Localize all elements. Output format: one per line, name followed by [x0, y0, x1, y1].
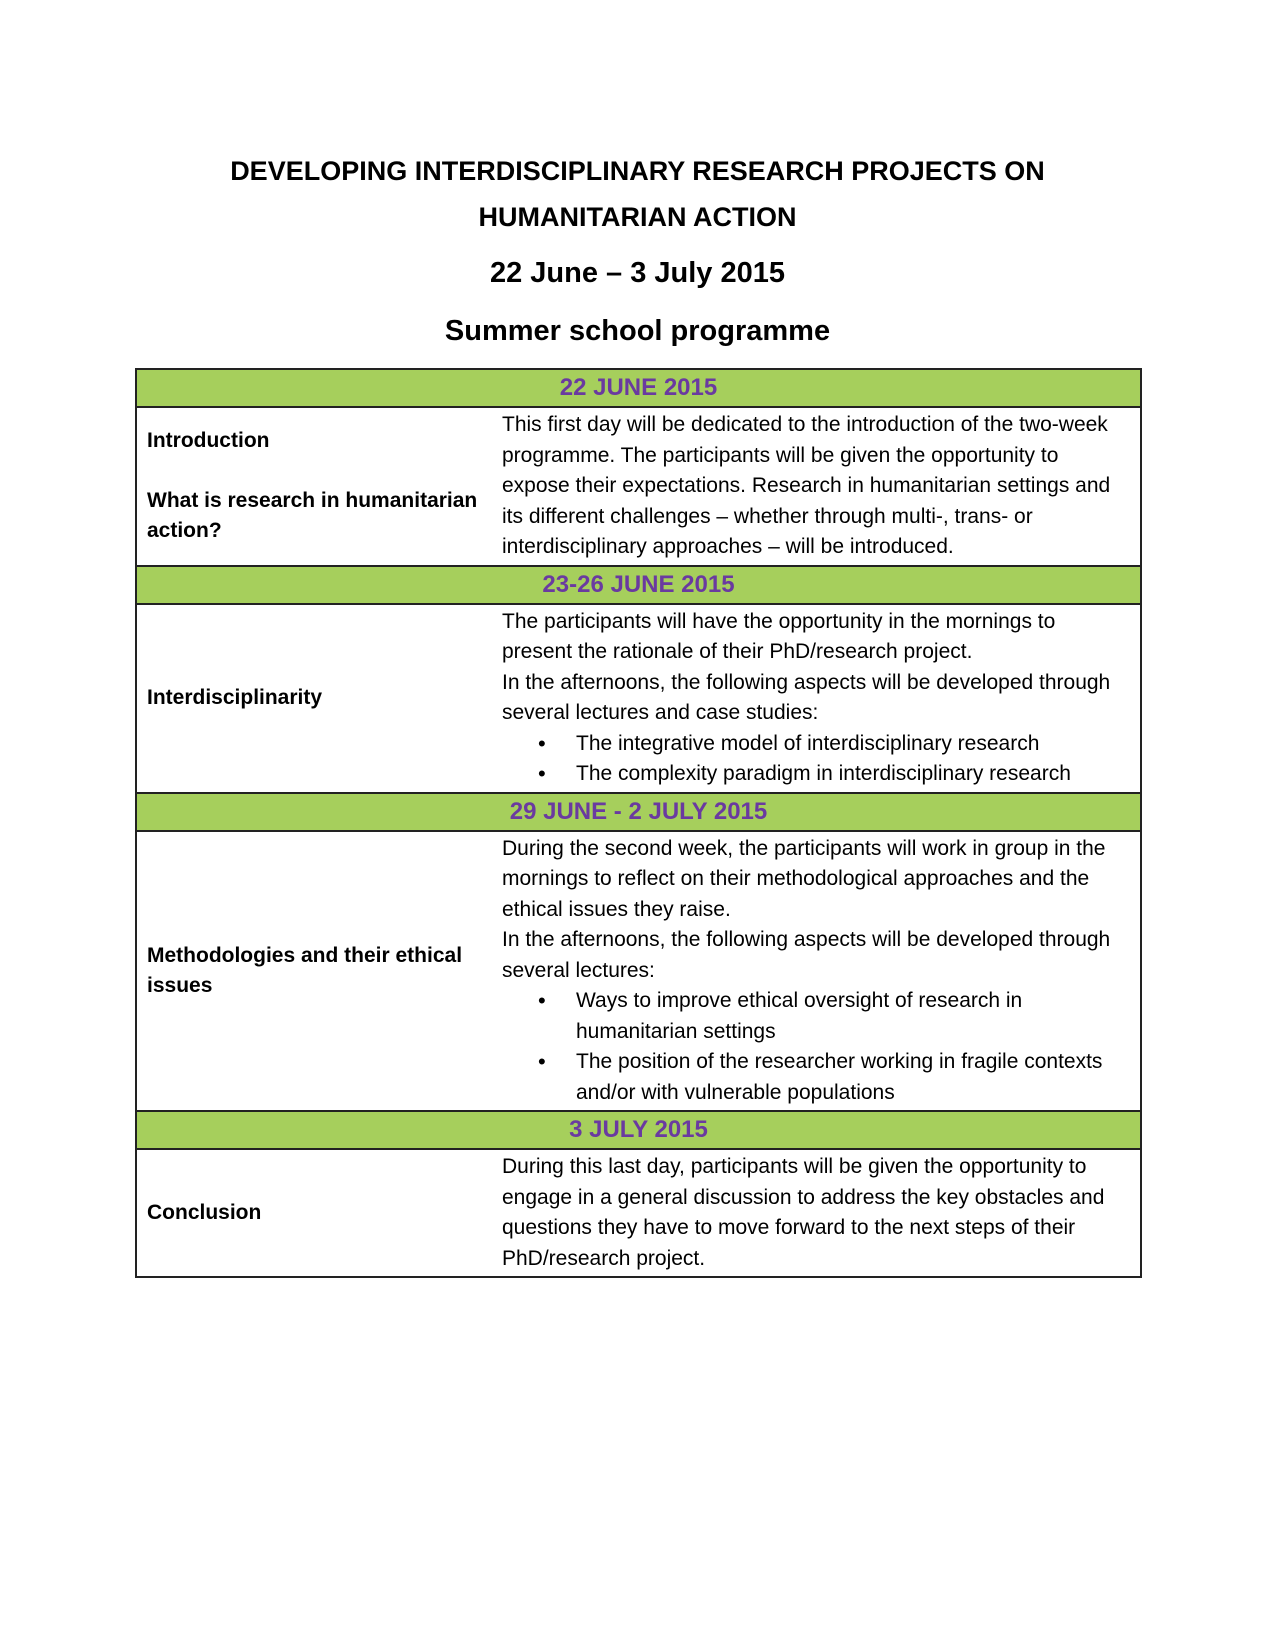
title-line-1: DEVELOPING INTERDISCIPLINARY RESEARCH PROJECTS ON: [230, 156, 1045, 186]
title-line-2: HUMANITARIAN ACTION: [478, 202, 797, 232]
session-description-cell: [500, 605, 1140, 792]
session-title: Introduction: [147, 429, 270, 453]
topic-list-item: [538, 729, 1130, 760]
date-range: 22 June – 3 July 2015: [489, 257, 786, 289]
topic-list-item: [538, 1047, 1130, 1108]
session-description-cell: [500, 1150, 1140, 1276]
session-date-header: 22 JUNE 2015: [137, 370, 1140, 408]
description-paragraph: In the afternoons, the following aspects will be developed through several lectures and case studies:: [502, 670, 1111, 724]
topic-list: [502, 986, 1130, 1108]
session-date-header: 29 JUNE - 2 JULY 2015: [137, 794, 1140, 832]
session-date-header: 23-26 JUNE 2015: [137, 567, 1140, 605]
topic-list: [502, 729, 1130, 790]
bullet-icon: •: [538, 761, 546, 786]
bullet-icon: •: [538, 988, 546, 1013]
session-title: Conclusion: [147, 1201, 262, 1224]
description-paragraph: The participants will have the opportunity in the mornings to present the rationale of their PhD/research project.: [502, 609, 1056, 663]
session-row: [137, 832, 1140, 1113]
session-label-cell: [137, 605, 500, 792]
session-label-cell: [137, 832, 500, 1111]
bullet-icon: •: [538, 730, 546, 756]
session-title: What is research in humanitarian action?: [147, 489, 478, 543]
description-paragraph: In the afternoons, the following aspects will be developed through several lectures:: [502, 928, 1111, 982]
session-description-cell: [500, 408, 1140, 565]
session-date-header: 3 JULY 2015: [137, 1112, 1140, 1150]
topic-text: The complexity paradigm in interdisciplinary research: [576, 762, 1071, 785]
topic-text: The position of the researcher working in fragile contexts and/or with vulnerable populations: [576, 1050, 1103, 1104]
document-title: [0, 148, 1275, 240]
topic-text: Ways to improve ethical oversight of research in humanitarian settings: [576, 989, 1023, 1043]
topic-list-item: [538, 986, 1130, 1047]
session-label-cell: [137, 408, 500, 565]
programme-subtitle: Summer school programme: [444, 315, 831, 347]
session-row: [137, 605, 1140, 794]
session-row: [137, 408, 1140, 567]
session-label-cell: [137, 1150, 500, 1276]
session-title: Interdisciplinarity: [147, 686, 323, 709]
description-paragraph: This first day will be dedicated to the introduction of the two-week programme. The participants will be given the opportunity to expose their expectations. Research in humanitarian settings and its different challenges – whether through multi-, trans- or interdisciplinary approaches – will be introduced.: [502, 413, 1111, 558]
session-title: Methodologies and their ethical issues: [147, 943, 463, 997]
topic-text: The integrative model of interdisciplinary research: [576, 731, 1040, 755]
topic-list-item: [538, 759, 1130, 790]
description-paragraph: During this last day, participants will be given the opportunity to engage in a general discussion to address the key obstacles and questions they have to move forward to the next steps of their PhD/research project.: [502, 1155, 1105, 1270]
session-description-cell: [500, 832, 1140, 1111]
description-paragraph: During the second week, the participants will work in group in the mornings to reflect on their methodological approaches and the ethical issues they raise.: [502, 836, 1106, 921]
session-row: [137, 1150, 1140, 1276]
bullet-icon: •: [538, 1049, 546, 1074]
programme-table: [135, 368, 1142, 1278]
